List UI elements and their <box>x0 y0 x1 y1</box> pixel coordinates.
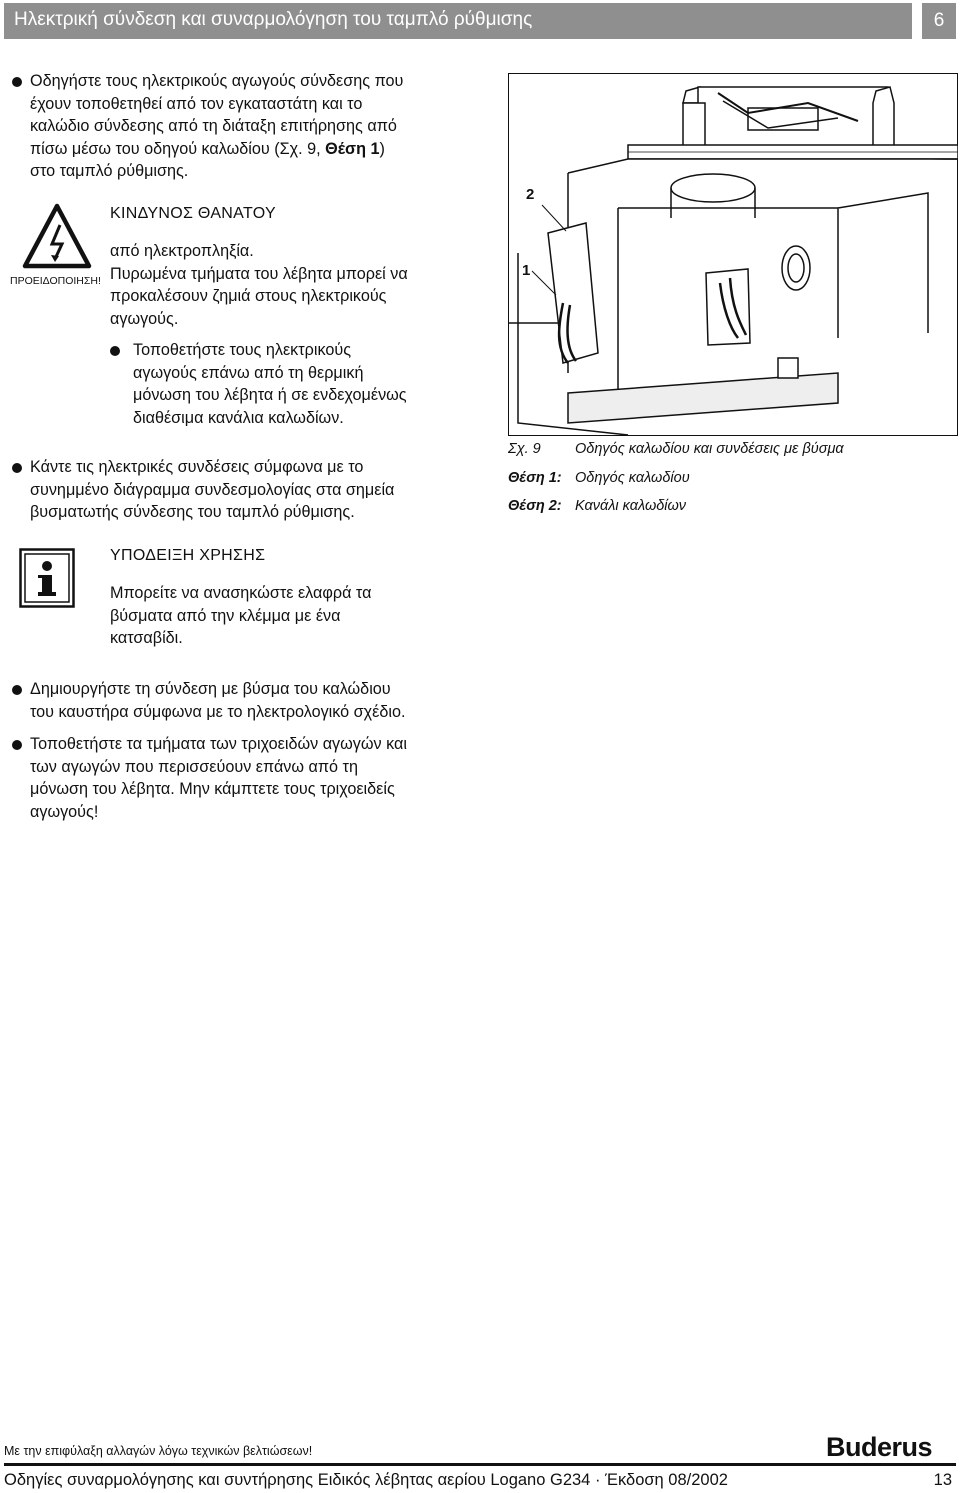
bullet-icon <box>12 740 22 750</box>
brand-logo: Buderus <box>826 1432 933 1462</box>
bullet-icon <box>110 346 120 356</box>
step-4-text: Τοποθετήστε τα τμήματα των τριχοειδών αγωγών και των αγωγών που περισσεύουν επάνω από τη μόνωση του λέβητα. Μην κάμπτετε τους τριχοειδείς αγωγούς! <box>30 735 407 821</box>
step-3-text: Δημιουργήστε τη σύνδεση με βύσμα του καλώδιου του καυστήρα σύμφωνα με το ηλεκτρολογικό σχέδιο. <box>30 680 406 721</box>
header-bar <box>4 3 912 39</box>
warning-label: ΠΡΟΕΙΔΟΠΟΙΗΣΗ! <box>10 275 101 287</box>
step-1-text: Οδηγήστε τους ηλεκτρικούς αγωγούς σύνδεσης που έχουν τοποθετηθεί από τον εγκαταστάτη και το καλώδιο σύνδεσης από τη διάταξη επιτήρησης από πίσω μέσω του οδηγού καλωδίου (Σχ. 9, Θέση 1) στο ταμπλό ρύθμισης. <box>30 72 404 180</box>
note-text: Μπορείτε να ανασηκώστε ελαφρά τα βύσματα από την κλέμμα με ένα κατσαβίδι. <box>110 584 372 647</box>
bullet-icon <box>12 685 22 695</box>
figure-caption: Οδηγός καλωδίου και συνδέσεις με βύσμα <box>575 441 844 457</box>
figure-label: Σχ. 9 <box>508 441 541 457</box>
step-2-text: Κάντε τις ηλεκτρικές συνδέσεις σύμφωνα με το συνημμένο διάγραμμα συνδεσμολογίας στα σημεία βυσματωτής σύνδεσης του ταμπλό ρύθμισης. <box>30 458 395 521</box>
position-2-label: Θέση 2: <box>508 498 562 514</box>
callout-1: 1 <box>522 262 531 279</box>
footer-divider <box>4 1463 956 1466</box>
warning-text: από ηλεκτροπληξία. Πυρωμένα τμήματα του λέβητα μπορεί να προκαλέσουν ζημιά στους ηλεκτρικούς αγωγούς. <box>110 242 408 328</box>
warning-title: ΚΙΝΔΥΝΟΣ ΘΑΝΑΤΟΥ <box>110 205 276 222</box>
footer-document-title: Οδηγίες συναρμολόγησης και συντήρησης Ειδικός λέβητας αερίου Logano G234 · Έκδοση 08/2002 <box>4 1471 728 1489</box>
position-1-text: Οδηγός καλωδίου <box>575 470 690 486</box>
page-number: 13 <box>933 1471 952 1489</box>
bullet-icon <box>12 77 22 87</box>
position-ref: Θέση 1 <box>325 139 380 158</box>
warning-action-text: Τοποθετήστε τους ηλεκτρικούς αγωγούς επάνω από τη θερμική μόνωση του λέβητα ή σε ενδεχομένως διαθέσιμα κανάλια καλωδίων. <box>133 341 407 427</box>
info-icon <box>19 548 75 608</box>
page-title: Ηλεκτρική σύνδεση και συναρμολόγηση του ταμπλό ρύθμισης <box>14 9 533 30</box>
note-title: ΥΠΟΔΕΙΞΗ ΧΡΗΣΗΣ <box>110 547 266 564</box>
boiler-figure <box>508 73 958 436</box>
footer-disclaimer: Με την επιφύλαξη αλλαγών λόγω τεχνικών βελτιώσεων! <box>4 1444 313 1458</box>
bullet-icon <box>12 463 22 473</box>
electric-hazard-icon <box>22 203 92 269</box>
position-1-label: Θέση 1: <box>508 470 562 486</box>
chapter-number: 6 <box>922 3 956 39</box>
position-2-text: Κανάλι καλωδίων <box>575 498 687 514</box>
callout-2: 2 <box>526 186 535 203</box>
